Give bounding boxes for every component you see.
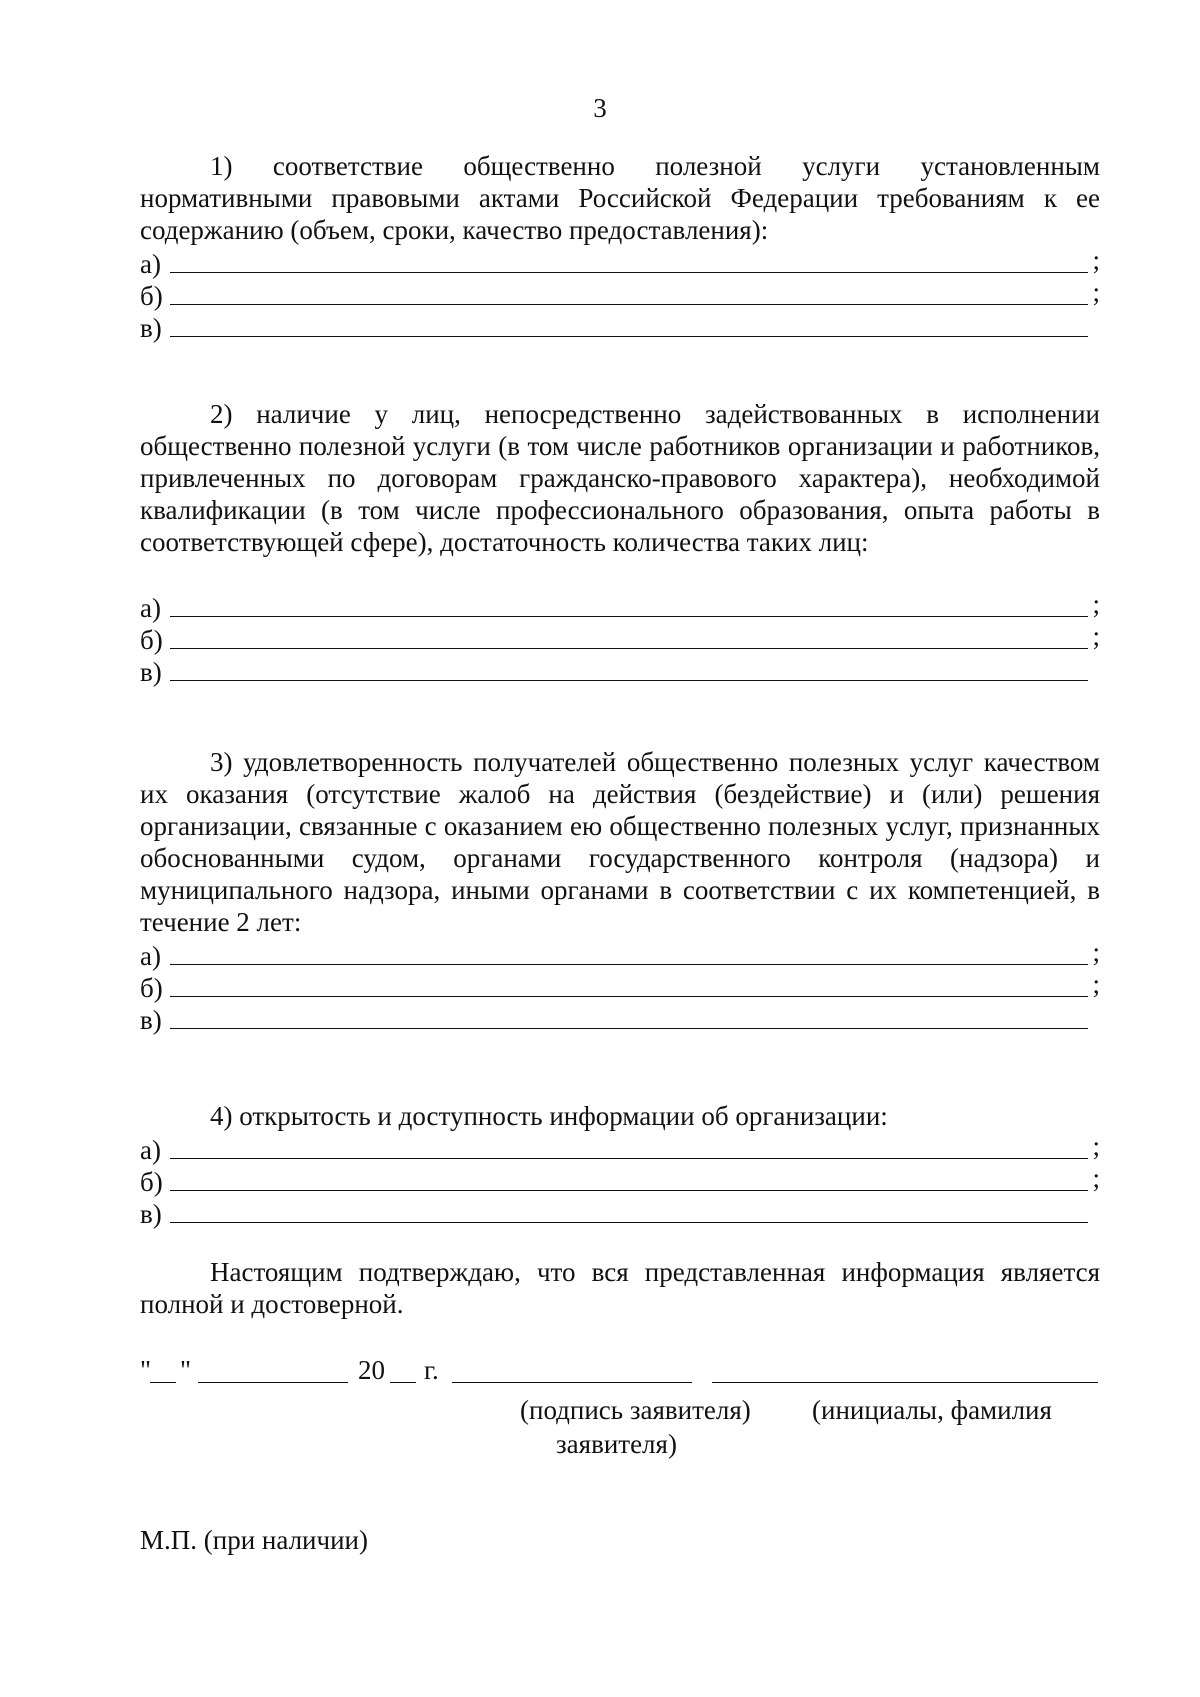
section-1-line-c[interactable]: в) xyxy=(140,312,1100,344)
section-2-line-b[interactable]: б) ; xyxy=(140,621,1100,655)
page-number: 3 xyxy=(593,93,607,123)
name-field[interactable] xyxy=(712,1382,1098,1383)
date-month-field[interactable] xyxy=(198,1382,348,1383)
section-4-text: 4) открытость и доступность информации об организации: xyxy=(210,1101,888,1131)
section-2-text: 2) наличие у лиц, непосредственно задействованных в исполнении общественно полезной услуги (в том числе работников организации и работников, привлеченных по договорам гражданско-правового характера), необходимой квалификации (в том числе профессионального образования, опыта работы в соответствующей сфере), достаточность количества таких лиц: xyxy=(140,399,1100,557)
date-year-prefix: 20 xyxy=(358,1355,385,1385)
confirmation-text: Настоящим подтверждаю, что вся представленная информация является полной и достоверной. xyxy=(140,1257,1100,1319)
date-day-field[interactable] xyxy=(150,1382,176,1383)
section-4-line-b[interactable]: б) ; xyxy=(140,1163,1100,1197)
section-1-line-b[interactable]: б) ; xyxy=(140,277,1100,311)
date-year-suffix: г. xyxy=(424,1355,439,1385)
stamp-label: М.П. (при наличии) xyxy=(140,1525,368,1555)
section-1-line-a[interactable]: а) ; xyxy=(140,245,1100,279)
section-4-line-c[interactable]: в) xyxy=(140,1198,1100,1230)
section-3-line-c[interactable]: в) xyxy=(140,1004,1100,1036)
signature-field[interactable] xyxy=(452,1382,692,1383)
section-1-text: 1) соответствие общественно полезной услуги установленным нормативными правовыми актами Российской Федерации требованиям к ее содержанию (объем, сроки, качество предоставления): xyxy=(140,151,1100,245)
date-quote-open: " xyxy=(140,1355,152,1385)
section-2-line-c[interactable]: в) xyxy=(140,656,1100,688)
name-caption-line-1: (инициалы, фамилия xyxy=(812,1395,1052,1425)
section-4-line-a[interactable]: а) ; xyxy=(140,1131,1100,1165)
date-quote-close: " xyxy=(180,1355,192,1385)
date-year-field[interactable] xyxy=(390,1382,416,1383)
section-3-text: 3) удовлетворенность получателей общественно полезных услуг качеством их оказания (отсутствие жалоб на действия (бездействие) и (или) решения организации, связанные с оказанием ею общественно полезных услуг, признанных обоснованными судом, органами государственного контроля (надзора) и муниципального надзора, иными органами в соответствии с их компетенцией, в течение 2 лет: xyxy=(140,747,1100,937)
name-caption-line-2: заявителя) xyxy=(556,1429,677,1459)
section-3-line-b[interactable]: б) ; xyxy=(140,969,1100,1003)
section-3-line-a[interactable]: а) ; xyxy=(140,937,1100,971)
signature-caption: (подпись заявителя) xyxy=(520,1395,751,1425)
section-2-line-a[interactable]: а) ; xyxy=(140,589,1100,623)
